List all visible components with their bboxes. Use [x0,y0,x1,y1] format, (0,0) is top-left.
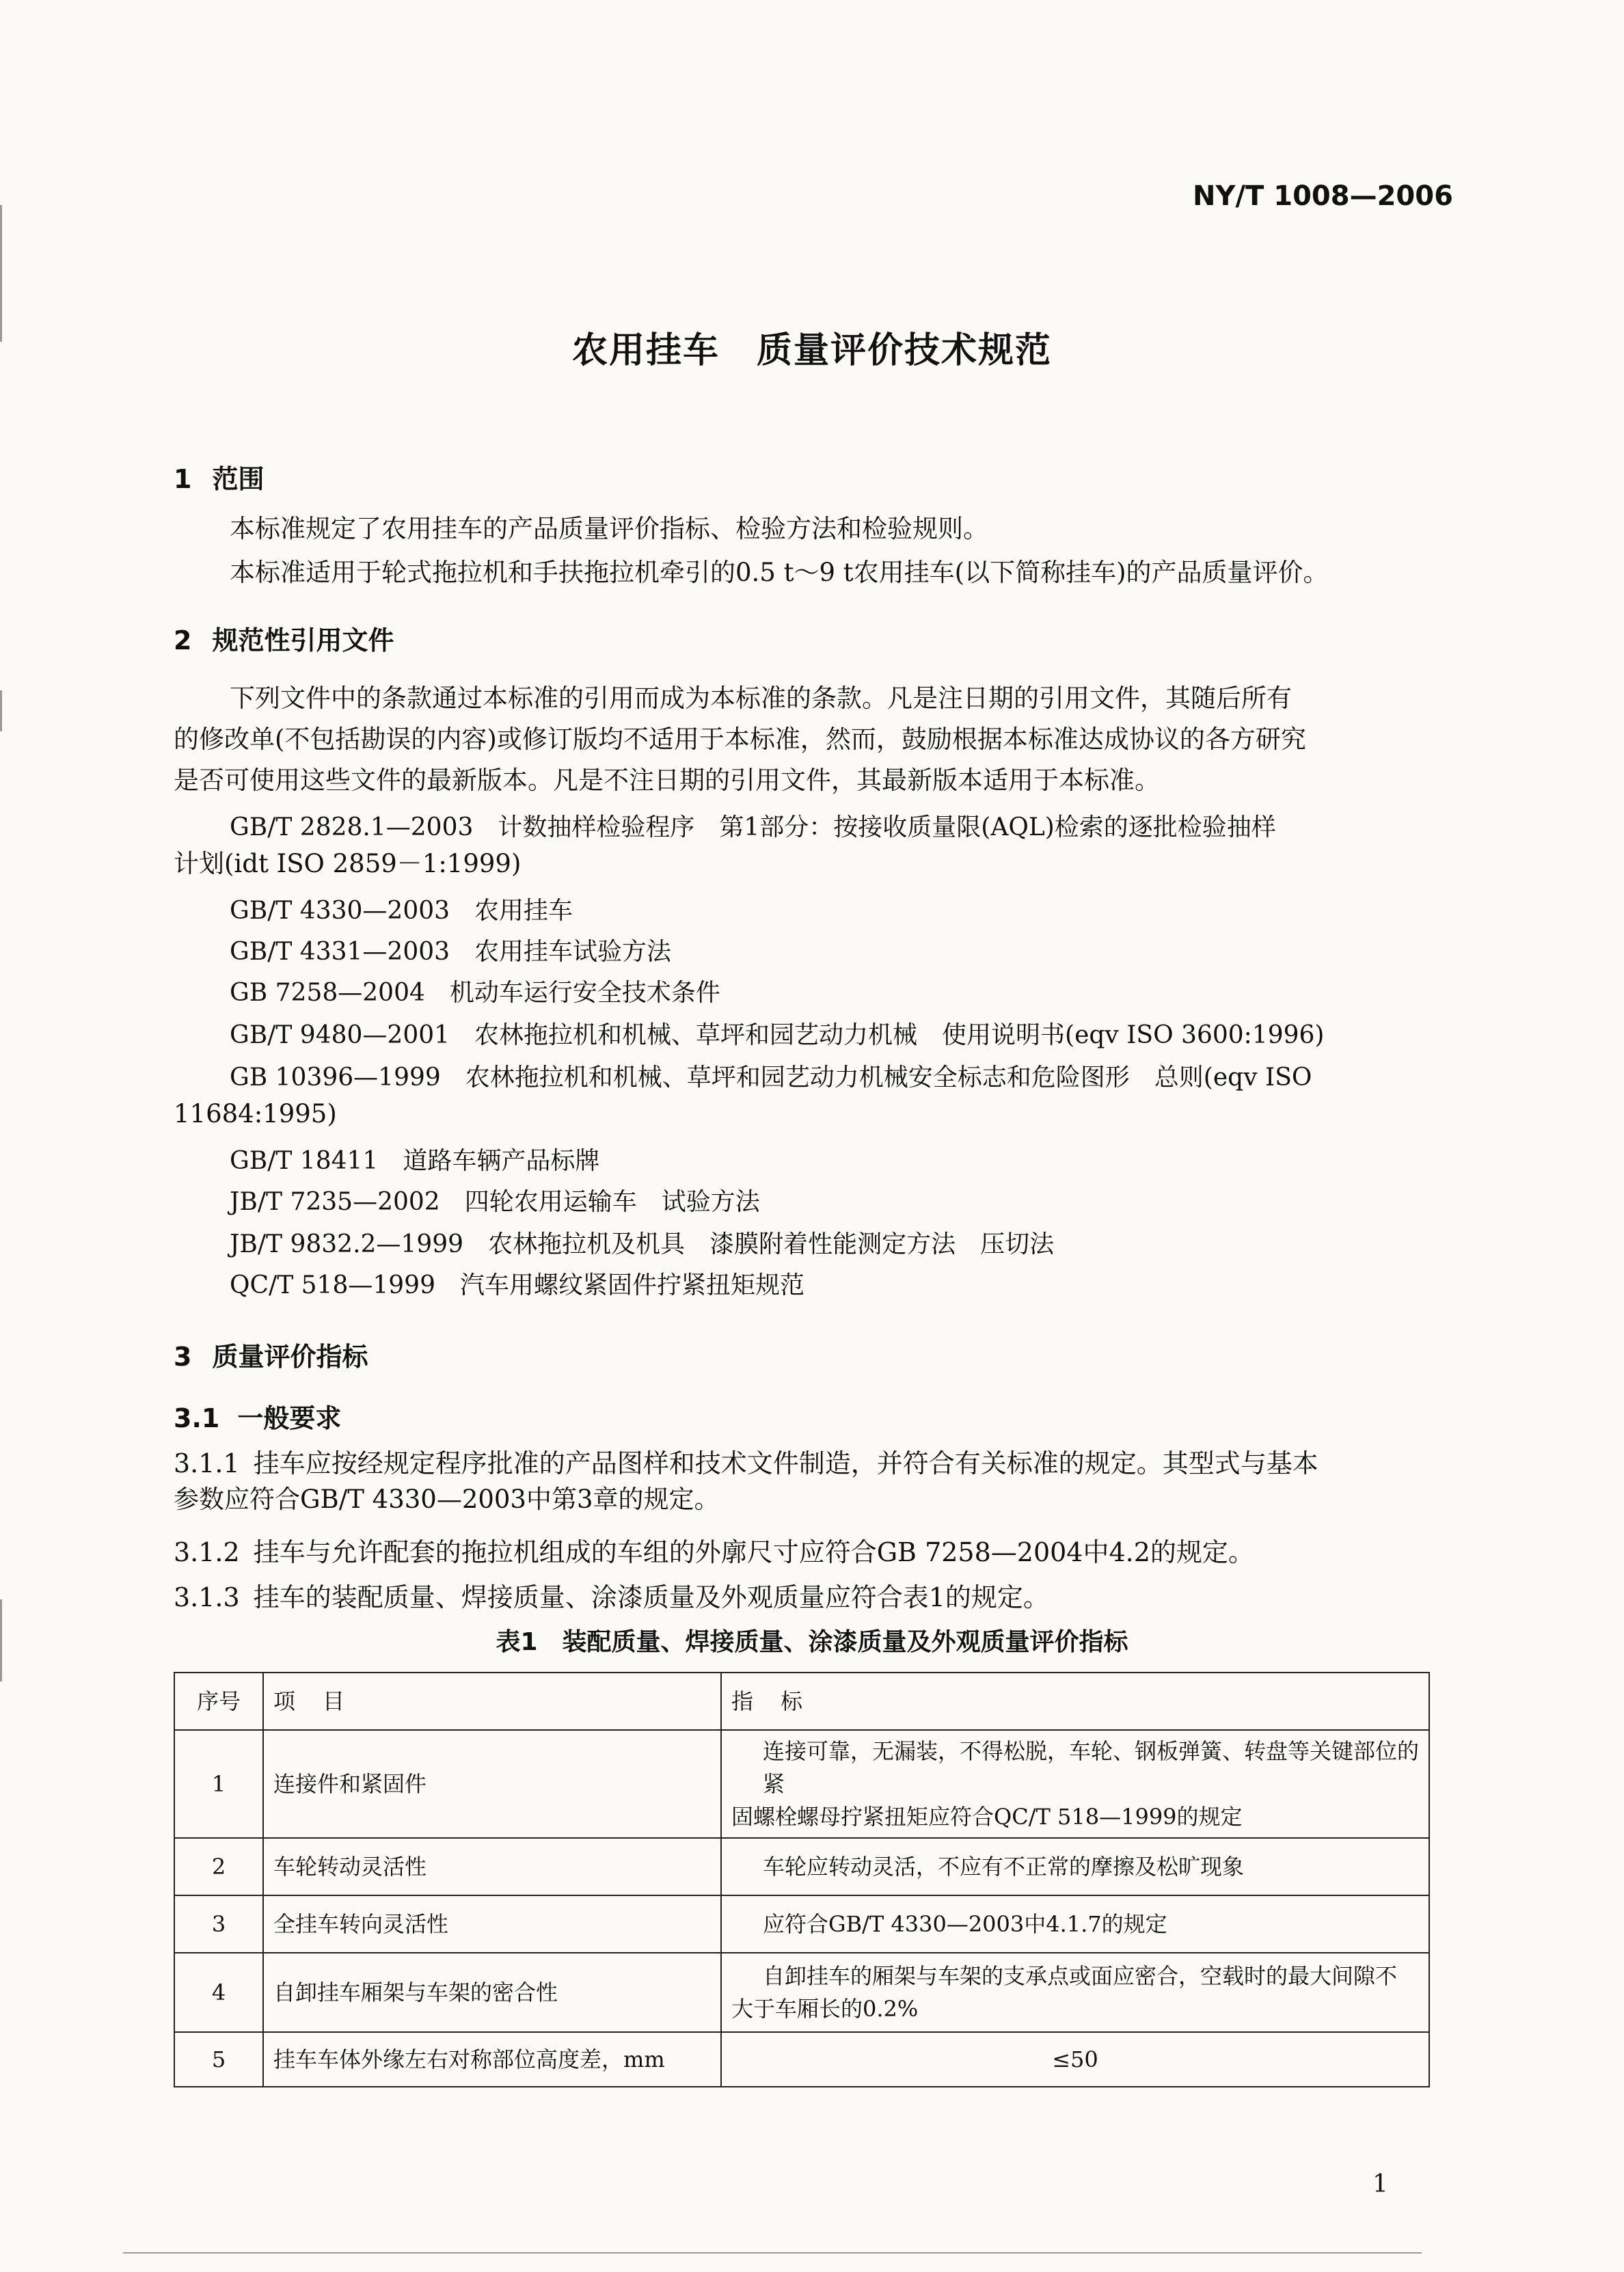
reference-continuation: 11684:1995) [174,1099,337,1128]
paragraph-line: 是否可使用这些文件的最新版本。凡是不注日期的引用文件，其最新版本适用于本标准。 [174,766,1160,795]
table-title: 表1 装配质量、焊接质量、涂漆质量及外观质量评价指标 [496,1628,1128,1656]
reference-title: 农用挂车 [474,897,573,925]
reference-code: GB 10396—1999 [230,1064,441,1092]
column-header-no: 序号 [174,1673,263,1730]
page-number: 1 [1372,2170,1388,2198]
section-title: 规范性引用文件 [212,625,394,655]
clause-continuation: 参数应符合GB/T 4330—2003中第3章的规定。 [174,1485,720,1514]
section-title: 质量评价指标 [212,1342,368,1372]
clause-number: 3.1.1 [174,1448,240,1478]
table-row [174,1895,1429,1953]
section-number: 2 [174,625,192,655]
cell-spec-line: 车轮应转动灵活，不应有不正常的摩擦及松旷现象 [763,1854,1245,1880]
clause-3-1-1 [174,1442,1318,1480]
cell-no: 5 [174,2032,263,2087]
table-row [174,1838,1429,1895]
reference-code: GB 7258—2004 [230,979,425,1007]
reference-title: 农用挂车试验方法 [474,938,672,966]
reference-code: GB/T 2828.1—2003 [230,813,474,841]
reference-code: GB/T 18411 [230,1147,379,1175]
cell-spec-line: 连接可靠，无漏装，不得松脱，车轮、钢板弹簧、转盘等关键部位的紧 [763,1738,1420,1797]
table-header-row [174,1673,1429,1730]
clause-number: 3.1.2 [174,1537,240,1567]
subsection-title: 一般要求 [237,1403,342,1433]
cell-item: 挂车车体外缘左右对称部位高度差，mm [263,2032,721,2087]
cell-no: 4 [174,1953,263,2032]
cell-spec-line: 应符合GB/T 4330—2003中4.1.7的规定 [763,1911,1167,1937]
reference-item [230,808,1276,843]
subsection-number: 3.1 [174,1403,220,1433]
reference-code: GB/T 4331—2003 [230,938,450,966]
paragraph-line: 下列文件中的条款通过本标准的引用而成为本标准的条款。凡是注日期的引用文件，其随后所有 [230,684,1292,713]
reference-code: QC/T 518—1999 [230,1271,435,1299]
paragraph: 本标准适用于轮式拖拉机和手扶拖拉机牵引的0.5 t～9 t农用挂车(以下简称挂车)的产品质量评价。 [230,558,1329,587]
document-title: 农用挂车 质量评价技术规范 [571,330,1052,371]
reference-code: GB/T 4330—2003 [230,897,450,925]
cell-item: 全挂车转向灵活性 [263,1895,721,1953]
reference-code: JB/T 9832.2—1999 [230,1230,464,1258]
section-number: 3 [174,1342,192,1372]
clause-3-1-2 [174,1531,1254,1569]
table-row [174,1730,1429,1838]
table-row [174,2032,1429,2087]
reference-title: 农林拖拉机和机械、草坪和园艺动力机械 使用说明书(eqv ISO 3600:1996) [474,1021,1325,1049]
reference-code: JB/T 7235—2002 [230,1188,440,1216]
cell-spec: ≤50 [721,2032,1429,2087]
reference-item [230,1016,1324,1051]
scan-edge-mark [123,2252,1422,2254]
cell-spec-line: 固螺栓螺母拧紧扭矩应符合QC/T 518—1999的规定 [731,1804,1243,1830]
reference-item [230,932,671,967]
reference-item [230,1141,599,1176]
section-title: 范围 [212,464,265,494]
reference-continuation: 计划(idt ISO 2859－1:1999) [174,849,522,878]
reference-title: 农林拖拉机和机械、草坪和园艺动力机械安全标志和危险图形 总则(eqv ISO [465,1064,1312,1092]
section-3-heading [174,1336,368,1373]
cell-spec [721,1838,1429,1895]
cell-item: 车轮转动灵活性 [263,1838,721,1895]
document-code: NY/T 1008—2006 [1193,180,1453,212]
cell-item: 自卸挂车厢架与车架的密合性 [263,1953,721,2032]
cell-item: 连接件和紧固件 [263,1730,721,1838]
reference-item [230,973,720,1008]
column-header-item: 项目 [263,1673,721,1730]
scan-edge-mark [0,690,2,731]
section-number: 1 [174,464,192,494]
reference-item [230,891,573,926]
clause-3-1-3 [174,1576,1049,1614]
cell-spec [721,1953,1429,2032]
clause-number: 3.1.3 [174,1582,240,1612]
quality-table [174,1672,1430,2087]
reference-item [230,1266,804,1301]
reference-title: 四轮农用运输车 试验方法 [464,1188,760,1216]
subsection-3-1-heading [174,1397,341,1435]
reference-item [230,1182,760,1217]
clause-text: 挂车应按经规定程序批准的产品图样和技术文件制造，并符合有关标准的规定。其型式与基本 [253,1448,1318,1478]
section-1-heading [174,458,264,496]
cell-no: 2 [174,1838,263,1895]
cell-spec [721,1730,1429,1838]
paragraph: 本标准规定了农用挂车的产品质量评价指标、检验方法和检验规则。 [230,514,988,543]
cell-spec-line: 大于车厢长的0.2% [731,1996,919,2022]
column-header-spec: 指标 [721,1673,1429,1730]
reference-title: 农林拖拉机及机具 漆膜附着性能测定方法 压切法 [488,1230,1055,1258]
reference-code: GB/T 9480—2001 [230,1021,450,1049]
reference-item [230,1225,1054,1260]
paragraph-line: 的修改单(不包括勘误的内容)或修订版均不适用于本标准，然而，鼓励根据本标准达成协议的各方研究 [174,725,1306,754]
reference-title: 计数抽样检验程序 第1部分：按接收质量限(AQL)检索的逐批检验抽样 [498,813,1276,841]
section-2-heading [174,619,394,657]
reference-title: 机动车运行安全技术条件 [449,979,720,1007]
clause-text: 挂车与允许配套的拖拉机组成的车组的外廓尺寸应符合GB 7258—2004中4.2的规定。 [253,1537,1254,1567]
reference-title: 道路车辆产品标牌 [403,1147,600,1175]
cell-spec [721,1895,1429,1953]
cell-no: 3 [174,1895,263,1953]
clause-text: 挂车的装配质量、焊接质量、涂漆质量及外观质量应符合表1的规定。 [253,1582,1049,1612]
reference-item [230,1058,1312,1093]
cell-no: 1 [174,1730,263,1838]
cell-spec-line: 自卸挂车的厢架与车架的支承点或面应密合，空载时的最大间隙不 [763,1963,1398,1989]
reference-title: 汽车用螺纹紧固件拧紧扭矩规范 [459,1271,804,1299]
table-row [174,1953,1429,2032]
